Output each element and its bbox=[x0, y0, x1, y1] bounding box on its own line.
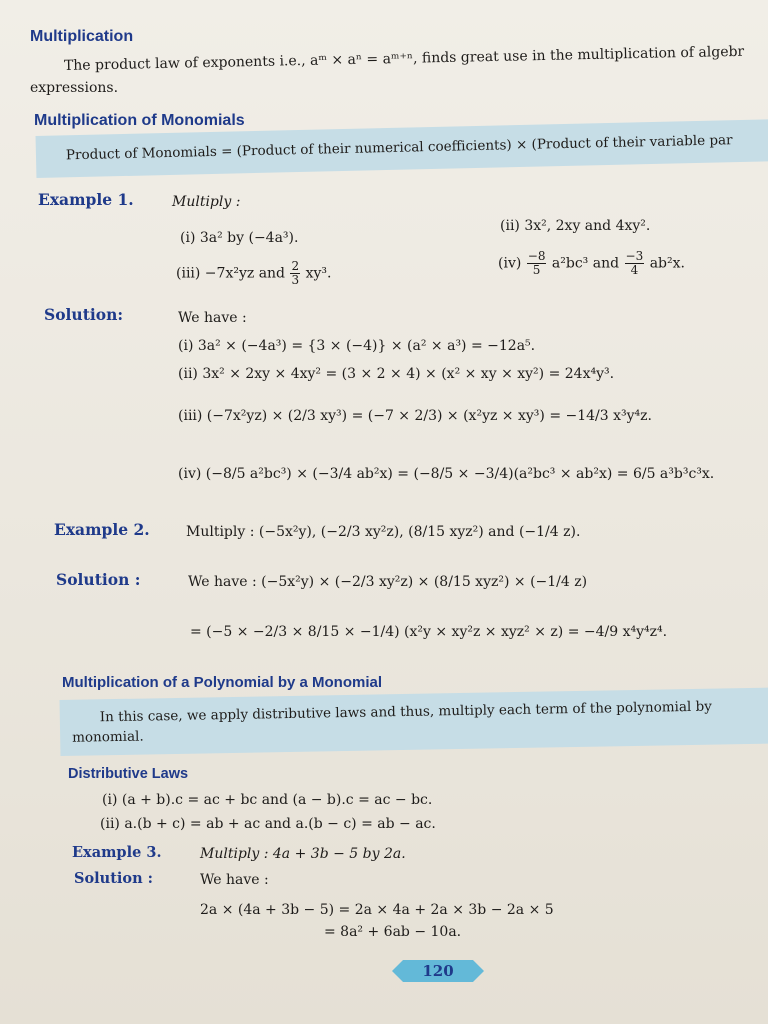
fraction-2-3 bbox=[290, 260, 300, 287]
example-1-prompt: Multiply : bbox=[172, 194, 241, 210]
example-1-part-i: (i) 3a² by (−4a³). bbox=[180, 230, 299, 246]
solution-2-line-1: We have : (−5x²y) × (−2/3 xy²z) × (8/15 xyz²) × (−1/4 z) bbox=[188, 574, 588, 590]
solution-1-label: Solution: bbox=[44, 305, 124, 324]
part-iii-text-a: (iii) −7x²yz and bbox=[176, 265, 286, 282]
solution-2-line-2: = (−5 × −2/3 × 8/15 × −1/4) (x²y × xy²z × xyz² × z) = −4/9 x⁴y⁴z⁴. bbox=[190, 624, 668, 640]
solution-3-we-have: We have : bbox=[200, 872, 269, 888]
intro-line-2: expressions. bbox=[30, 80, 119, 96]
page-number: 120 bbox=[422, 962, 454, 980]
example-2-prompt: Multiply : (−5x²y), (−2/3 xy²z), (8/15 xyz²) and (−1/4 z). bbox=[186, 524, 581, 540]
example-1-part-iv bbox=[498, 250, 685, 277]
frac-den: 4 bbox=[630, 263, 639, 277]
example-2-label: Example 2. bbox=[54, 520, 150, 539]
heading-polynomial-by-monomial: Multiplication of a Polynomial by a Monomial bbox=[62, 674, 383, 691]
solution-2-label: Solution : bbox=[56, 570, 141, 589]
example-1-label: Example 1. bbox=[38, 190, 134, 209]
heading-multiplication-of-monomials: Multiplication of Monomials bbox=[34, 112, 245, 129]
solution-1-part-i: (i) 3a² × (−4a³) = {3 × (−4)} × (a² × a³) = −12a⁵. bbox=[178, 338, 536, 354]
example-1-part-iii bbox=[176, 260, 331, 287]
heading-multiplication: Multiplication bbox=[30, 28, 134, 45]
solution-3-line-2: = 8a² + 6ab − 10a. bbox=[324, 924, 462, 940]
intro-line-1: The product law of exponents i.e., aᵐ × aⁿ = aᵐ⁺ⁿ, finds great use in the multiplication of algebr bbox=[63, 43, 745, 74]
part-iv-text-b: a²bc³ and bbox=[551, 255, 620, 272]
solution-1-part-ii: (ii) 3x² × 2xy × 4xy² = (3 × 2 × 4) × (x² × xy × xy²) = 24x⁴y³. bbox=[178, 366, 615, 382]
frac-num: 2 bbox=[291, 259, 300, 273]
distributive-law-i: (i) (a + b).c = ac + bc and (a − b).c = ac − bc. bbox=[102, 792, 433, 808]
fraction-neg8-5 bbox=[527, 250, 547, 277]
part-iv-text-c: ab²x. bbox=[649, 255, 685, 272]
rule-text-monomials: Product of Monomials = (Product of their numerical coefficients) × (Product of their variable par bbox=[65, 132, 733, 164]
solution-3-label: Solution : bbox=[74, 870, 154, 887]
rule-box-polynomial bbox=[60, 687, 768, 756]
solution-3-line-1: 2a × (4a + 3b − 5) = 2a × 4a + 2a × 3b − 2a × 5 bbox=[200, 902, 554, 918]
part-iii-text-b: xy³. bbox=[305, 265, 332, 282]
frac-num: −8 bbox=[527, 249, 546, 263]
frac-den: 5 bbox=[532, 263, 541, 277]
frac-den: 3 bbox=[291, 273, 300, 287]
rule-text-polynomial-2: monomial. bbox=[72, 728, 144, 746]
solution-1-we-have: We have : bbox=[178, 310, 247, 326]
fraction-neg3-4 bbox=[625, 250, 645, 277]
example-1-part-ii: (ii) 3x², 2xy and 4xy². bbox=[500, 218, 651, 234]
solution-1-part-iii: (iii) (−7x²yz) × (2/3 xy³) = (−7 × 2/3) × (x²yz × xy³) = −14/3 x³y⁴z. bbox=[178, 408, 652, 424]
part-iv-text-a: (iv) bbox=[498, 255, 522, 272]
solution-1-part-iv: (iv) (−8/5 a²bc³) × (−3/4 ab²x) = (−8/5 × −3/4)(a²bc³ × ab²x) = 6/5 a³b³c³x. bbox=[178, 466, 715, 482]
example-3-label: Example 3. bbox=[72, 844, 162, 861]
frac-num: −3 bbox=[625, 249, 644, 263]
example-3-prompt: Multiply : 4a + 3b − 5 by 2a. bbox=[200, 846, 406, 862]
heading-distributive-laws: Distributive Laws bbox=[68, 766, 189, 782]
distributive-law-ii: (ii) a.(b + c) = ab + ac and a.(b − c) = ab − ac. bbox=[100, 816, 436, 832]
rule-text-polynomial-1: In this case, we apply distributive laws and thus, multiply each term of the polynomial by bbox=[99, 698, 712, 726]
